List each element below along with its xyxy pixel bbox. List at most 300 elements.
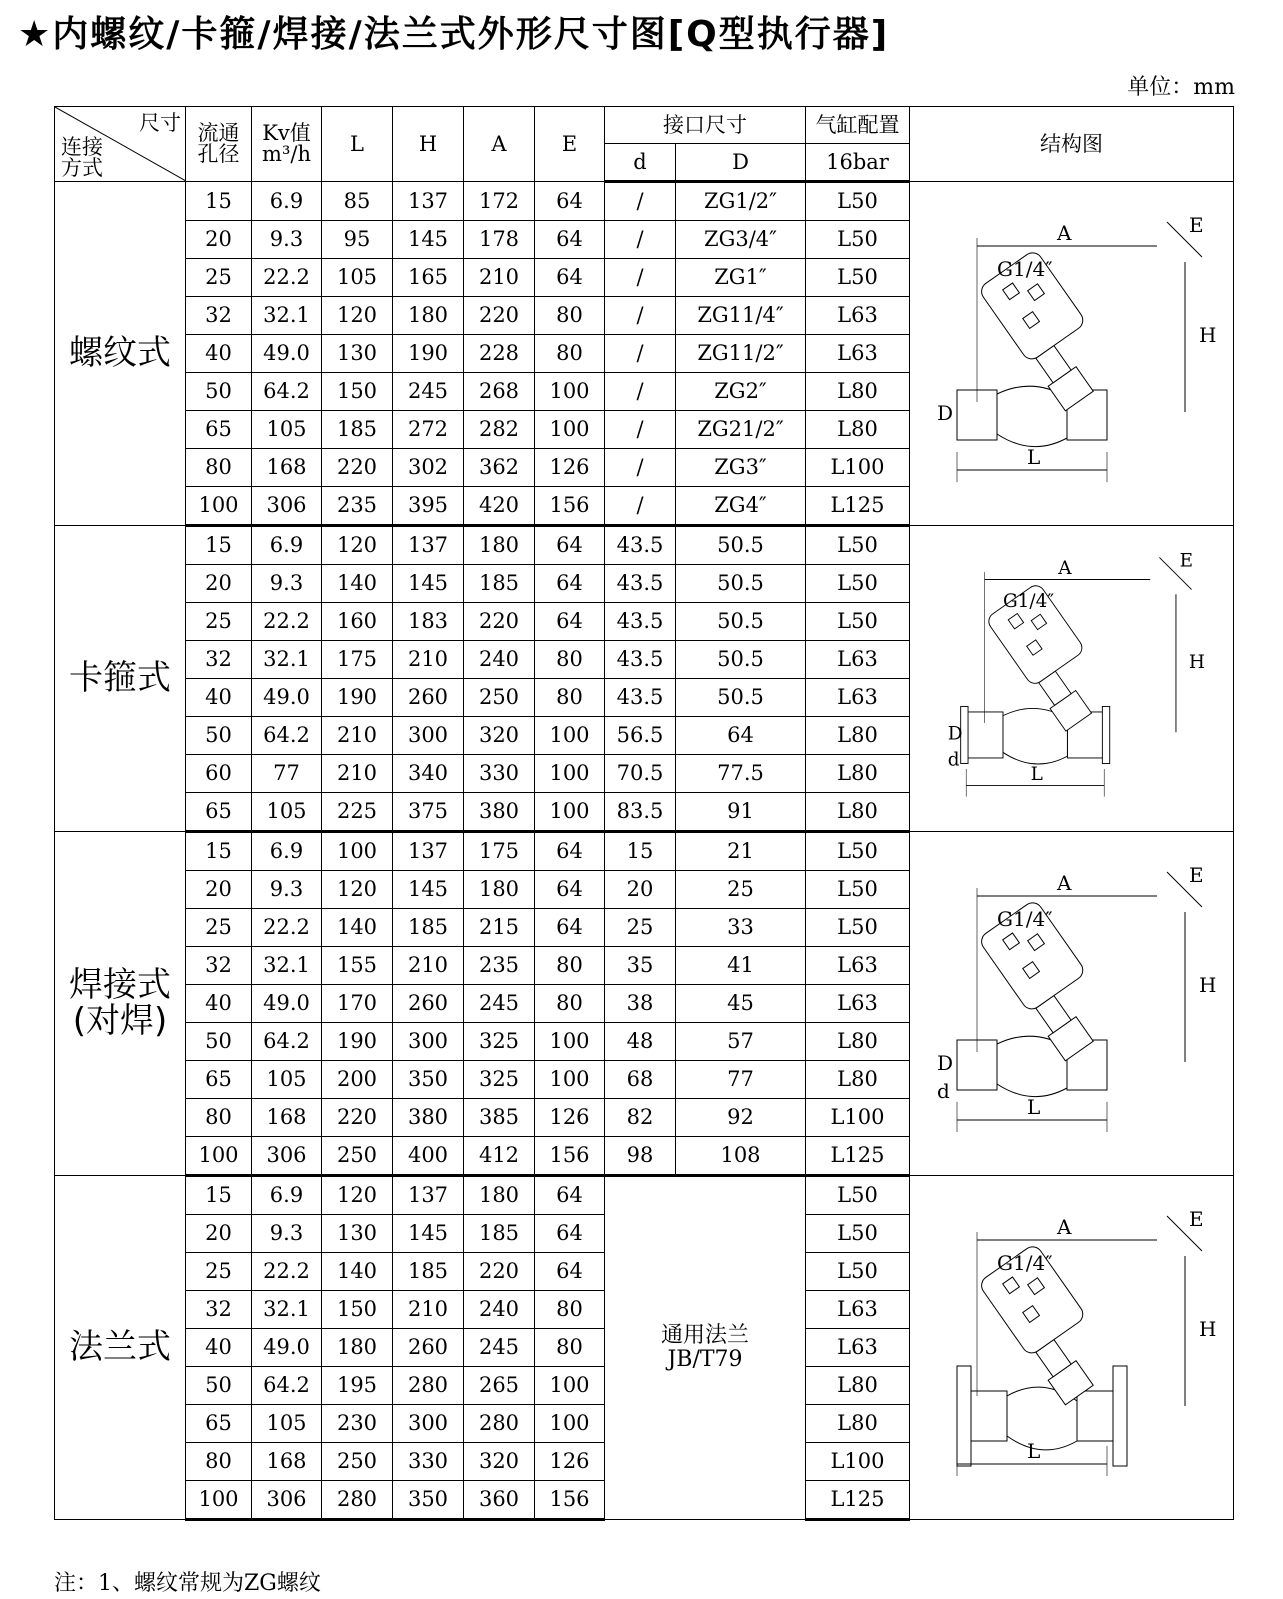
table-cell: 85 <box>322 182 393 221</box>
table-cell: 91 <box>676 793 806 832</box>
table-cell: 32 <box>186 297 252 335</box>
table-cell: 137 <box>393 832 464 871</box>
table-cell: 100 <box>186 1137 252 1176</box>
table-cell: 38 <box>605 985 676 1023</box>
diagram-label-A: A <box>1057 557 1071 579</box>
table-cell: 50.5 <box>676 679 806 717</box>
table-cell: / <box>605 335 676 373</box>
table-cell: 65 <box>186 1061 252 1099</box>
header-bore-1: 流通 <box>197 121 240 145</box>
header-L: L <box>322 107 393 182</box>
table-cell: 190 <box>393 335 464 373</box>
structure-diagram-cell <box>910 832 1234 1176</box>
diagram-label-port: G1/4″ <box>996 1250 1053 1275</box>
header-structure: 结构图 <box>910 107 1234 182</box>
corner-dim-label: 尺寸 <box>139 111 181 135</box>
table-cell: 32 <box>186 947 252 985</box>
table-cell: L80 <box>806 755 910 793</box>
table-cell: 395 <box>393 487 464 526</box>
connection-method <box>55 182 186 526</box>
table-cell: 380 <box>393 1099 464 1137</box>
table-cell: 235 <box>322 487 393 526</box>
table-cell: 64 <box>535 871 605 909</box>
table-cell: 250 <box>322 1137 393 1176</box>
table-cell: 168 <box>252 1099 322 1137</box>
table-cell: ZG1″ <box>676 259 806 297</box>
table-cell: 280 <box>464 1405 535 1443</box>
table-cell: 60 <box>186 755 252 793</box>
table-cell: 265 <box>464 1367 535 1405</box>
table-cell: 64 <box>535 259 605 297</box>
connection-method <box>55 1176 186 1520</box>
table-cell: 250 <box>322 1443 393 1481</box>
table-cell: L80 <box>806 1061 910 1099</box>
table-cell: 50.5 <box>676 565 806 603</box>
table-cell: 50 <box>186 717 252 755</box>
table-cell: 9.3 <box>252 1215 322 1253</box>
table-cell: L80 <box>806 793 910 832</box>
table-cell: 25 <box>676 871 806 909</box>
table-cell: 32 <box>186 1291 252 1329</box>
table-cell: 80 <box>535 641 605 679</box>
table-cell: 185 <box>464 565 535 603</box>
table-cell: 6.9 <box>252 526 322 565</box>
table-cell: 64 <box>535 1253 605 1291</box>
method-name: 焊接式 <box>69 964 171 1005</box>
table-cell: L80 <box>806 1405 910 1443</box>
table-cell: 172 <box>464 182 535 221</box>
table-cell: 20 <box>186 1215 252 1253</box>
table-cell: 200 <box>322 1061 393 1099</box>
table-cell: L50 <box>806 1215 910 1253</box>
header-bore <box>186 107 252 182</box>
table-cell: 20 <box>186 565 252 603</box>
table-cell: 240 <box>464 641 535 679</box>
table-cell: 130 <box>322 1215 393 1253</box>
diagram-label-port: G1/4″ <box>996 906 1053 931</box>
diagram-label-d: d <box>936 1078 950 1103</box>
table-cell: 145 <box>393 1215 464 1253</box>
table-cell: 302 <box>393 449 464 487</box>
table-cell: 105 <box>252 411 322 449</box>
table-cell: L100 <box>806 1443 910 1481</box>
table-cell: 185 <box>464 1215 535 1253</box>
table-cell: 100 <box>535 793 605 832</box>
table-cell: L63 <box>806 985 910 1023</box>
table-cell: 108 <box>676 1137 806 1176</box>
table-cell: L50 <box>806 1176 910 1215</box>
table-cell: 80 <box>535 297 605 335</box>
table-cell: 320 <box>464 717 535 755</box>
table-cell: 306 <box>252 1481 322 1520</box>
table-cell: 220 <box>464 297 535 335</box>
unit-label: 单位：mm <box>1127 75 1235 100</box>
table-cell: 20 <box>186 871 252 909</box>
table-cell: ZG3/4″ <box>676 221 806 259</box>
diagram-label-H: H <box>1198 1316 1216 1341</box>
table-cell: 330 <box>393 1443 464 1481</box>
table-cell: L100 <box>806 449 910 487</box>
table-cell: 145 <box>393 565 464 603</box>
table-cell: 64 <box>535 182 605 221</box>
table-cell: 140 <box>322 565 393 603</box>
diagram-label-L: L <box>1030 763 1043 785</box>
table-cell: 64 <box>676 717 806 755</box>
table-cell: 20 <box>605 871 676 909</box>
table-cell: L63 <box>806 297 910 335</box>
table-cell: 210 <box>393 641 464 679</box>
table-cell: 210 <box>322 755 393 793</box>
table-cell: 64.2 <box>252 373 322 411</box>
structure-diagram-cell <box>910 1176 1234 1520</box>
table-cell: ZG11/4″ <box>676 297 806 335</box>
table-cell: 80 <box>535 947 605 985</box>
table-cell: 245 <box>464 1329 535 1367</box>
table-cell: 100 <box>535 755 605 793</box>
table-cell: 77 <box>252 755 322 793</box>
table-cell: 156 <box>535 1137 605 1176</box>
table-cell: 49.0 <box>252 335 322 373</box>
structure-diagram-0 <box>917 202 1227 502</box>
table-cell: 70.5 <box>605 755 676 793</box>
table-cell: 300 <box>393 717 464 755</box>
dimension-table <box>54 106 1234 1521</box>
diagram-label-L: L <box>1026 1094 1040 1119</box>
flange-standard-1: 通用法兰 <box>660 1322 749 1348</box>
table-cell: 9.3 <box>252 221 322 259</box>
method-name-2: (对焊) <box>72 1000 168 1041</box>
table-cell: 64 <box>535 909 605 947</box>
table-cell: L63 <box>806 679 910 717</box>
table-cell: 25 <box>605 909 676 947</box>
table-cell: L80 <box>806 373 910 411</box>
table-cell: 180 <box>322 1329 393 1367</box>
table-cell: 210 <box>322 717 393 755</box>
table-cell: 220 <box>464 1253 535 1291</box>
corner-conn-label-2: 方式 <box>61 156 103 180</box>
table-cell: L63 <box>806 1329 910 1367</box>
structure-diagram-cell <box>910 526 1234 832</box>
table-cell: 100 <box>535 717 605 755</box>
table-cell: 105 <box>252 1061 322 1099</box>
header-cylinder: 气缸配置 <box>806 107 910 144</box>
table-cell: 300 <box>393 1023 464 1061</box>
table-cell: 325 <box>464 1061 535 1099</box>
table-cell: 57 <box>676 1023 806 1061</box>
table-cell: 280 <box>393 1367 464 1405</box>
table-cell: 330 <box>464 755 535 793</box>
table-cell: 48 <box>605 1023 676 1061</box>
diagram-label-E: E <box>1188 862 1204 887</box>
table-cell: 65 <box>186 793 252 832</box>
table-cell: 32 <box>186 641 252 679</box>
table-cell: L125 <box>806 487 910 526</box>
table-cell: 20 <box>186 221 252 259</box>
table-cell: 235 <box>464 947 535 985</box>
header-E: E <box>535 107 605 182</box>
table-cell: 43.5 <box>605 641 676 679</box>
table-cell: 375 <box>393 793 464 832</box>
table-cell: 220 <box>464 603 535 641</box>
table-cell: 350 <box>393 1061 464 1099</box>
table-cell: 268 <box>464 373 535 411</box>
table-cell: / <box>605 221 676 259</box>
table-cell: 362 <box>464 449 535 487</box>
diagram-label-H: H <box>1198 322 1216 347</box>
table-cell: 260 <box>393 679 464 717</box>
table-cell: L50 <box>806 832 910 871</box>
table-cell: 50 <box>186 1023 252 1061</box>
table-cell: 185 <box>322 411 393 449</box>
table-cell: 385 <box>464 1099 535 1137</box>
table-cell: 50.5 <box>676 641 806 679</box>
table-cell: ZG21/2″ <box>676 411 806 449</box>
header-d: d <box>605 144 676 182</box>
diagram-label-A: A <box>1056 1214 1071 1239</box>
table-cell: 33 <box>676 909 806 947</box>
table-cell: 400 <box>393 1137 464 1176</box>
table-cell: 168 <box>252 1443 322 1481</box>
table-cell: 126 <box>535 449 605 487</box>
table-cell: 175 <box>464 832 535 871</box>
table-row <box>55 832 1234 871</box>
table-cell: 195 <box>322 1367 393 1405</box>
table-cell: 32.1 <box>252 947 322 985</box>
table-cell: 137 <box>393 182 464 221</box>
table-cell: 50.5 <box>676 526 806 565</box>
header-D: D <box>676 144 806 182</box>
table-cell: 64.2 <box>252 717 322 755</box>
table-cell: 260 <box>393 985 464 1023</box>
header-pressure: 16bar <box>806 144 910 182</box>
table-cell: 140 <box>322 909 393 947</box>
table-cell: 9.3 <box>252 871 322 909</box>
header-H: H <box>393 107 464 182</box>
header-port: 接口尺寸 <box>605 107 806 144</box>
table-cell: 50.5 <box>676 603 806 641</box>
table-cell: 126 <box>535 1443 605 1481</box>
table-cell: 120 <box>322 871 393 909</box>
diagram-label-D: D <box>947 723 963 745</box>
table-cell: 100 <box>535 1405 605 1443</box>
table-cell: ZG1/2″ <box>676 182 806 221</box>
table-cell: L50 <box>806 526 910 565</box>
table-cell: 190 <box>322 679 393 717</box>
table-cell: L63 <box>806 947 910 985</box>
diagram-label-port: G1/4″ <box>996 256 1053 281</box>
connection-method <box>55 526 186 832</box>
table-cell: L63 <box>806 641 910 679</box>
table-cell: L80 <box>806 411 910 449</box>
diagram-label-D: D <box>936 400 953 425</box>
table-cell: L63 <box>806 335 910 373</box>
diagram-label-E: E <box>1179 550 1193 572</box>
diagram-label-H: H <box>1198 972 1216 997</box>
table-cell: 156 <box>535 487 605 526</box>
table-cell: 210 <box>464 259 535 297</box>
header-kv <box>252 107 322 182</box>
structure-diagram-1 <box>917 539 1227 815</box>
table-cell: 180 <box>393 297 464 335</box>
table-cell: 156 <box>535 1481 605 1520</box>
diagram-label-E: E <box>1188 1206 1204 1231</box>
table-cell: L125 <box>806 1137 910 1176</box>
table-cell: 64.2 <box>252 1023 322 1061</box>
table-cell: 64.2 <box>252 1367 322 1405</box>
table-cell: 420 <box>464 487 535 526</box>
table-cell: 9.3 <box>252 565 322 603</box>
table-cell: 40 <box>186 679 252 717</box>
table-cell: 190 <box>322 1023 393 1061</box>
table-cell: 64 <box>535 221 605 259</box>
table-cell: 272 <box>393 411 464 449</box>
table-cell: / <box>605 297 676 335</box>
table-cell: 145 <box>393 871 464 909</box>
diagram-label-A: A <box>1056 870 1071 895</box>
table-cell: 92 <box>676 1099 806 1137</box>
table-cell: / <box>605 259 676 297</box>
table-cell: 120 <box>322 526 393 565</box>
table-cell: 35 <box>605 947 676 985</box>
table-cell: 22.2 <box>252 909 322 947</box>
table-cell: 412 <box>464 1137 535 1176</box>
table-cell: 82 <box>605 1099 676 1137</box>
table-cell: 168 <box>252 449 322 487</box>
table-cell: 64 <box>535 832 605 871</box>
table-cell: 95 <box>322 221 393 259</box>
table-cell: L125 <box>806 1481 910 1520</box>
table-cell: 100 <box>535 1023 605 1061</box>
table-cell: 49.0 <box>252 679 322 717</box>
table-cell: 25 <box>186 909 252 947</box>
table-cell: 25 <box>186 603 252 641</box>
table-cell: 100 <box>535 411 605 449</box>
table-cell: 40 <box>186 985 252 1023</box>
table-cell: 50 <box>186 373 252 411</box>
flange-standard <box>605 1176 806 1520</box>
corner-diagonal-line <box>55 107 186 181</box>
structure-diagram-cell <box>910 182 1234 526</box>
table-cell: 150 <box>322 373 393 411</box>
table-cell: 210 <box>393 947 464 985</box>
method-name: 法兰式 <box>69 1326 171 1367</box>
table-cell: 77 <box>676 1061 806 1099</box>
header-kv-2: m³/h <box>262 142 311 166</box>
table-cell: 230 <box>322 1405 393 1443</box>
table-cell: 306 <box>252 1137 322 1176</box>
table-cell: / <box>605 182 676 221</box>
table-cell: 260 <box>393 1329 464 1367</box>
table-cell: L80 <box>806 1023 910 1061</box>
table-cell: 80 <box>535 679 605 717</box>
table-cell: 6.9 <box>252 832 322 871</box>
table-cell: 170 <box>322 985 393 1023</box>
table-cell: 40 <box>186 1329 252 1367</box>
table-cell: 80 <box>535 985 605 1023</box>
table-cell: 41 <box>676 947 806 985</box>
flange-standard-2: JB/T79 <box>667 1347 743 1372</box>
table-cell: 280 <box>322 1481 393 1520</box>
table-cell: L50 <box>806 565 910 603</box>
table-cell: 32.1 <box>252 1291 322 1329</box>
footnote: 注：1、螺纹常规为ZG螺纹 <box>54 1571 321 1596</box>
table-cell: 220 <box>322 1099 393 1137</box>
table-cell: 56.5 <box>605 717 676 755</box>
table-cell: 120 <box>322 297 393 335</box>
table-cell: 80 <box>186 1443 252 1481</box>
table-cell: 80 <box>186 1099 252 1137</box>
table-cell: 50 <box>186 1367 252 1405</box>
table-cell: 68 <box>605 1061 676 1099</box>
table-cell: 98 <box>605 1137 676 1176</box>
table-cell: 155 <box>322 947 393 985</box>
method-name: 卡箍式 <box>69 657 171 698</box>
diagram-label-E: E <box>1188 212 1204 237</box>
table-row <box>55 526 1234 565</box>
structure-diagram-2 <box>917 852 1227 1152</box>
table-cell: L63 <box>806 1291 910 1329</box>
header-A: A <box>464 107 535 182</box>
table-cell: 130 <box>322 335 393 373</box>
table-cell: ZG4″ <box>676 487 806 526</box>
table-cell: L50 <box>806 1253 910 1291</box>
diagram-label-port: G1/4″ <box>1002 590 1054 612</box>
table-cell: 325 <box>464 1023 535 1061</box>
table-cell: / <box>605 487 676 526</box>
table-row <box>55 1176 1234 1215</box>
table-cell: 320 <box>464 1443 535 1481</box>
table-cell: L50 <box>806 603 910 641</box>
table-cell: 32.1 <box>252 297 322 335</box>
table-cell: 43.5 <box>605 565 676 603</box>
table-cell: 49.0 <box>252 1329 322 1367</box>
table-cell: 350 <box>393 1481 464 1520</box>
table-cell: 145 <box>393 221 464 259</box>
table-cell: 100 <box>535 373 605 411</box>
table-cell: 15 <box>186 1176 252 1215</box>
diagram-label-D: D <box>936 1050 953 1075</box>
table-cell: 15 <box>605 832 676 871</box>
table-cell: 22.2 <box>252 603 322 641</box>
diagram-label-A: A <box>1056 220 1071 245</box>
table-cell: / <box>605 449 676 487</box>
table-cell: 105 <box>322 259 393 297</box>
table-cell: 22.2 <box>252 1253 322 1291</box>
table-cell: 120 <box>322 1176 393 1215</box>
table-cell: 100 <box>186 487 252 526</box>
table-cell: 80 <box>535 335 605 373</box>
table-cell: 100 <box>322 832 393 871</box>
table-cell: 126 <box>535 1099 605 1137</box>
table-cell: 25 <box>186 1253 252 1291</box>
table-cell: 25 <box>186 259 252 297</box>
table-cell: 15 <box>186 182 252 221</box>
header-bore-2: 孔径 <box>197 142 240 166</box>
corner-conn-label-1: 连接 <box>61 135 103 159</box>
table-cell: 15 <box>186 832 252 871</box>
table-cell: 105 <box>252 793 322 832</box>
table-cell: 77.5 <box>676 755 806 793</box>
table-cell: 43.5 <box>605 603 676 641</box>
diagram-label-H: H <box>1188 651 1205 673</box>
table-cell: L100 <box>806 1099 910 1137</box>
table-cell: L50 <box>806 182 910 221</box>
method-name: 螺纹式 <box>69 332 171 373</box>
diagram-label-d: d <box>947 748 960 770</box>
table-cell: 340 <box>393 755 464 793</box>
table-cell: 180 <box>464 1176 535 1215</box>
table-cell: L50 <box>806 259 910 297</box>
